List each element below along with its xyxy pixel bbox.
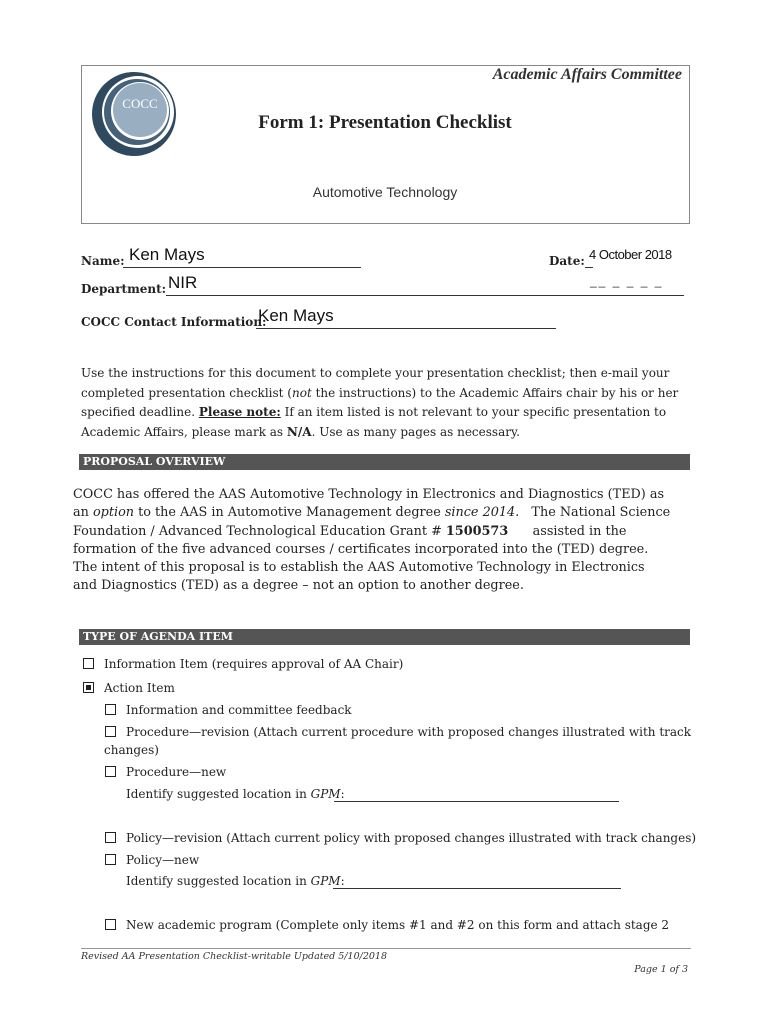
contact-label: COCC Contact Information: [81, 315, 267, 329]
logo-text: COCC [122, 96, 158, 111]
proposal-line: COCC has offered the AAS Automotive Technology in Electronics and Diagnostics (TED) as [73, 487, 665, 502]
gpm-location-field[interactable] [334, 801, 619, 802]
name-field-line[interactable] [123, 267, 361, 268]
proposal-line: Foundation / Advanced Technological Education Grant # 1500573 assisted in the [73, 523, 627, 539]
instructions-line: Use the instructions for this document to complete your presentation checklist; then e-mail your [81, 366, 670, 380]
procedure-new-checkbox[interactable] [105, 766, 116, 777]
procedure-revision-checkbox[interactable] [105, 726, 116, 737]
policy-new-checkbox[interactable] [105, 854, 116, 865]
department-field-line[interactable] [166, 295, 684, 296]
policy-revision-checkbox[interactable] [105, 832, 116, 843]
instructions-line: specified deadline. Please note: If an item listed is not relevant to your specific presentation to [81, 405, 667, 419]
proposal-line: an option to the AAS in Automotive Management degree since 2014. The National Science [73, 505, 671, 521]
form-title: Form 1: Presentation Checklist [258, 112, 512, 133]
department-field[interactable]: NIR [168, 273, 198, 292]
gpm-location-label-2: Identify suggested location in GPM: [126, 874, 345, 888]
department-label: Department: [81, 282, 167, 296]
instructions-paragraph [81, 364, 678, 442]
info-feedback-label: Information and committee feedback [126, 703, 352, 717]
info-feedback-checkbox[interactable] [105, 704, 116, 715]
info-item-checkbox[interactable] [83, 658, 94, 669]
committee-name: Academic Affairs Committee [492, 66, 682, 83]
form-subtitle: Automotive Technology [312, 184, 458, 200]
procedure-revision-label-cont: changes) [104, 743, 159, 757]
instructions-line: completed presentation checklist (not the instructions) to the Academic Affairs chair by his or her [81, 385, 679, 400]
date-label: Date: [549, 254, 585, 268]
procedure-new-label: Procedure—new [126, 765, 227, 779]
new-program-label: New academic program (Complete only items #1 and #2 on this form and attach stage 2 [126, 918, 670, 932]
proposal-line: formation of the five advanced courses / certificates incorporated into the (TED) degree. [73, 541, 649, 557]
date-field-line [585, 267, 593, 268]
proposal-overview-heading: PROPOSAL OVERVIEW [79, 454, 690, 470]
instructions-line: Academic Affairs, please mark as N/A. Use as many pages as necessary. [81, 424, 520, 439]
date-underline-dashes: __ _ _ _ _ [590, 274, 664, 288]
proposal-line: The intent of this proposal is to establish the AAS Automotive Technology in Electronics [73, 560, 645, 576]
gpm-location-field-2[interactable] [333, 888, 621, 889]
name-label: Name: [81, 254, 125, 268]
info-item-label: Information Item (requires approval of AA Chair) [104, 657, 404, 671]
action-item-checkbox[interactable] [83, 682, 94, 693]
agenda-type-heading: TYPE OF AGENDA ITEM [79, 629, 690, 645]
proposal-overview-text[interactable] [73, 486, 670, 596]
footer-divider [81, 948, 691, 949]
procedure-revision-label: Procedure—revision (Attach current procedure with proposed changes illustrated with track [126, 725, 692, 739]
policy-new-label: Policy—new [126, 853, 200, 867]
gpm-location-label: Identify suggested location in GPM: [126, 787, 345, 801]
name-field[interactable]: Ken Mays [129, 245, 205, 264]
page-number: Page 1 of 3 [634, 964, 688, 975]
contact-field-line[interactable] [256, 328, 556, 329]
footer-revision-note: Revised AA Presentation Checklist-writable Updated 5/10/2018 [81, 951, 387, 962]
contact-field[interactable]: Ken Mays [258, 306, 334, 325]
policy-revision-label: Policy—revision (Attach current policy with proposed changes illustrated with track changes) [126, 831, 697, 845]
action-item-label: Action Item [104, 681, 175, 695]
new-program-checkbox[interactable] [105, 919, 116, 930]
proposal-line: and Diagnostics (TED) as a degree – not an option to another degree. [73, 578, 524, 594]
date-field[interactable]: 4 October 2018 [589, 247, 672, 262]
